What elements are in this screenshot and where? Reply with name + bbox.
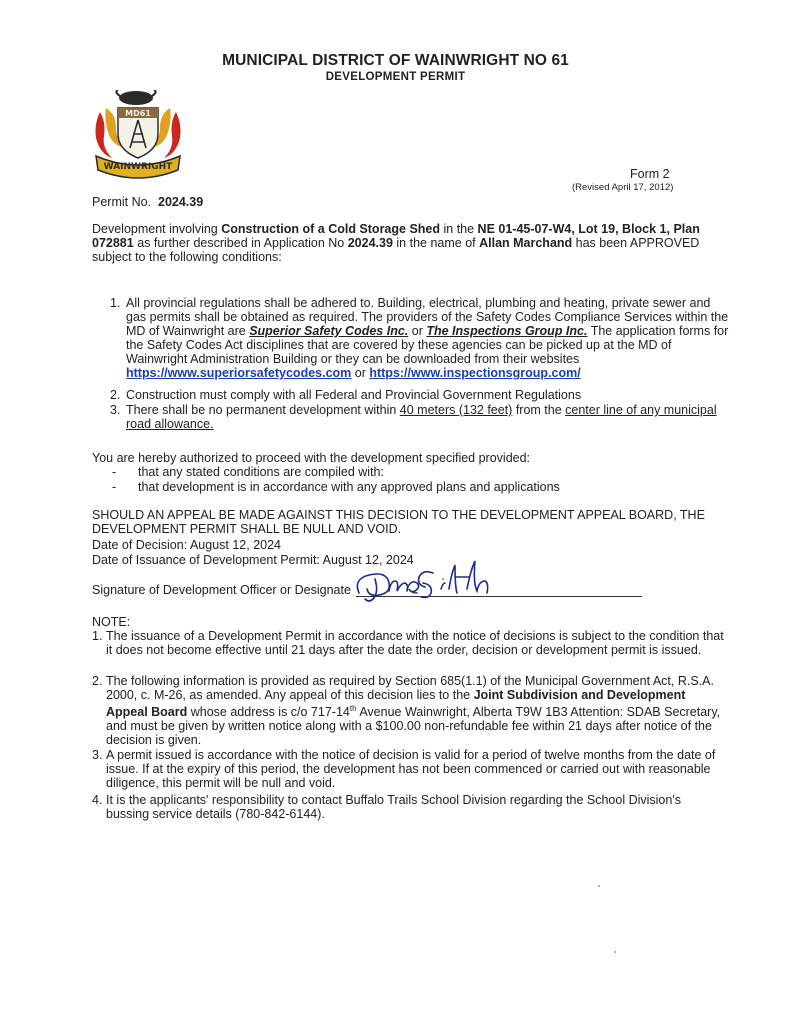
- intro-text: in the: [440, 222, 478, 236]
- authorization-item-text: that any stated conditions are compiled with:: [138, 465, 384, 479]
- authorization-item: [112, 465, 612, 479]
- note-number: 2.: [92, 674, 103, 688]
- note-item: [92, 748, 732, 792]
- intro-paragraph: [92, 222, 732, 264]
- handwritten-signature: [355, 553, 525, 608]
- crest-top-text: MD61: [125, 109, 151, 118]
- condition-text: There shall be no permanent development within: [126, 403, 400, 417]
- scan-speck: [598, 885, 600, 887]
- dash-bullet: -: [112, 480, 117, 494]
- issuance-date: Date of Issuance of Development Permit: August 12, 2024: [92, 553, 414, 567]
- condition-number: 2.: [110, 388, 121, 402]
- appeal-notice: SHOULD AN APPEAL BE MADE AGAINST THIS DECISION TO THE DEVELOPMENT APPEAL BOARD, THE DEVELOPMENT PERMIT SHALL BE NULL AND VOID.: [92, 508, 705, 536]
- condition-number: 3.: [110, 403, 121, 417]
- note-number: 3.: [92, 748, 103, 762]
- condition-number: 1.: [110, 296, 121, 310]
- condition-item: [110, 296, 730, 386]
- note-item: [92, 674, 732, 746]
- inspections-group-link[interactable]: https://www.inspectionsgroup.com/: [369, 366, 581, 380]
- condition-text: All provincial regulations shall be adhered to. Building, electrical, plumbing and heating, private sewer and gas permits shall be obtained as required. The providers of the Safety Codes Compliance Services within the MD of Wainwright are: [126, 296, 729, 338]
- condition-text: or: [351, 366, 370, 380]
- appeal-board-name: Joint Subdivision and Development Appeal Board: [106, 688, 686, 720]
- ordinal-suffix: th: [349, 704, 357, 713]
- note-text: It is the applicants' responsibility to contact Buffalo Trails School Division regarding the School Division's bussing service details (780-842-6144).: [106, 793, 681, 821]
- authorization-statement: You are hereby authorized to proceed with the development specified provided:: [92, 451, 531, 465]
- dash-bullet: -: [112, 465, 117, 479]
- note-text: The following information is provided as required by Section 685(1.1) of the Municipal Government Act, R.S.A. 2000, c. M-26, as amended. Any appeal of this decision lies to the: [106, 674, 714, 702]
- note-number: 1.: [92, 629, 103, 643]
- crest-ribbon-text: WAINWRIGHT: [103, 162, 173, 172]
- permit-number-label: Permit No.: [92, 195, 152, 209]
- notes-heading: NOTE:: [92, 615, 131, 629]
- municipal-crest-logo: [92, 90, 184, 180]
- scan-speck: [614, 951, 616, 953]
- note-item: [92, 629, 732, 673]
- note-text: The issuance of a Development Permit in accordance with the notice of decisions is subject to the condition that it does not become effective until 21 days after the date the order, decision or development permit is issued.: [106, 629, 724, 657]
- permit-number-line: [92, 195, 203, 209]
- permit-number: 2024.39: [158, 195, 204, 209]
- form-label: Form 2: [630, 167, 670, 181]
- signature-label: Signature of Development Officer or Designate: [92, 583, 351, 597]
- note-text: A permit issued is accordance with the notice of decision is valid for a period of twelve months from the date of issue. If at the expiry of this period, the development has not been commenced or carried out with reasonable diligence, this permit will be null and void.: [106, 748, 716, 790]
- application-number: 2024.39: [347, 236, 393, 250]
- condition-text: Construction must comply with all Federal and Provincial Government Regulations: [126, 388, 582, 402]
- note-text: whose address is c/o 717-14: [187, 705, 350, 720]
- authorization-item-text: that development is in accordance with any approved plans and applications: [138, 480, 560, 494]
- note-text: Avenue Wainwright, Alberta T9W 1B3 Attention: SDAB Secretary, and must be given by written notice along with a $100.00 non-refundable fee within 21 days after notice of the decision is given.: [106, 705, 721, 748]
- condition-text: from the: [512, 403, 566, 417]
- note-number: 4.: [92, 793, 103, 807]
- condition-item: [110, 388, 730, 402]
- document-title: MUNICIPAL DISTRICT OF WAINWRIGHT NO 61: [222, 52, 569, 69]
- intro-text: as further described in Application No: [133, 236, 348, 250]
- setback-distance: 40 meters (132 feet): [399, 403, 513, 417]
- document-subtitle: DEVELOPMENT PERMIT: [325, 71, 466, 83]
- provider-superior-safety-codes: Superior Safety Codes Inc.: [249, 324, 409, 338]
- intro-text: Development involving: [92, 222, 222, 236]
- superior-safety-codes-link[interactable]: https://www.superiorsafetycodes.com: [126, 366, 352, 380]
- form-revised-date: (Revised April 17, 2012): [572, 182, 674, 193]
- provider-inspections-group: The Inspections Group Inc.: [426, 324, 588, 338]
- road-allowance-text: center line of any municipal road allowance.: [126, 403, 717, 431]
- condition-text: or: [408, 324, 427, 338]
- condition-text: The application forms for the Safety Codes Act disciplines that are covered by these agencies can be picked up at the MD of Wainwright Administration Building or they can be downloaded from their websites: [126, 324, 729, 366]
- intro-text: in the name of: [392, 236, 480, 250]
- intro-text: has been APPROVED subject to the following conditions:: [92, 236, 700, 264]
- buffalo-icon: [119, 91, 153, 105]
- decision-date: Date of Decision: August 12, 2024: [92, 538, 282, 552]
- applicant-name: Allan Marchand: [479, 236, 573, 250]
- condition-item: [110, 403, 730, 433]
- authorization-item: [112, 480, 612, 494]
- project-description: Construction of a Cold Storage Shed: [221, 222, 441, 236]
- legal-location: NE 01-45-07-W4, Lot 19, Block 1, Plan 072881: [92, 222, 700, 250]
- note-item: [92, 793, 732, 823]
